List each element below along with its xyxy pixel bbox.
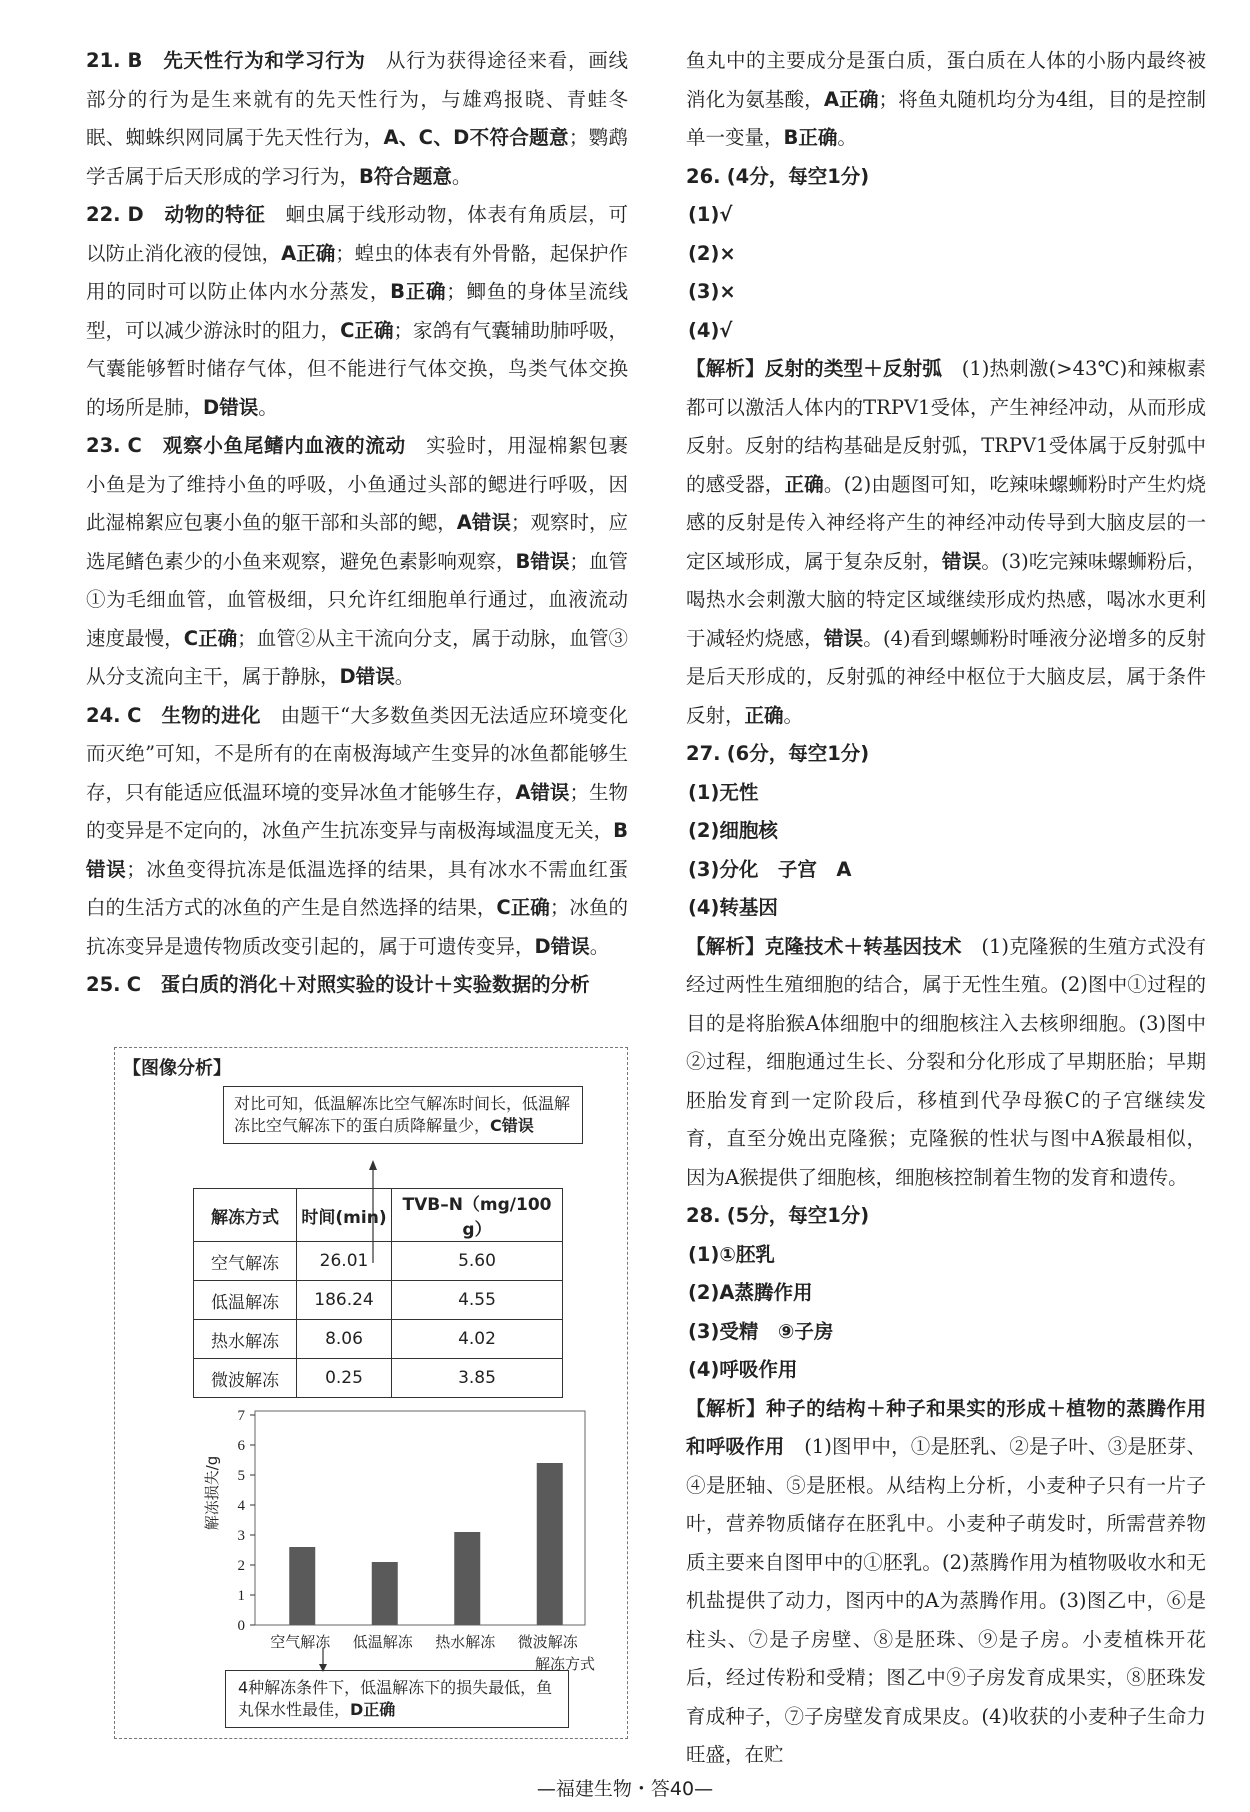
bar xyxy=(454,1532,480,1625)
y-tick-label: 6 xyxy=(237,1438,245,1454)
q28-answer-1: (1)①胚乳 xyxy=(688,1242,775,1266)
q26-answer-4: (4)√ xyxy=(688,318,733,342)
q22: 22. D 动物的特征 蛔虫属于线形动物，体表有角质层，可以防止消化液的侵蚀，A正确；蝗虫的体表有外骨骼，起保护作用的同时可以防止体内水分蒸发，B正确；鲫鱼的身体呈流线型，可以减少游泳时的阻力，C正确；家鸽有气囊辅助肺呼吸，气囊能够暂时储存气体，但不能进行气体交换，鸟类气体交换的场所是肺，D错误。 xyxy=(86,203,628,419)
q28-answer-2: (2)A蒸腾作用 xyxy=(688,1281,813,1304)
bar xyxy=(537,1463,563,1625)
q23: 23. C 观察小鱼尾鳍内血液的流动 实验时，用湿棉絮包裹小鱼是为了维持小鱼的呼吸，小鱼通过头部的鳃进行呼吸，因此湿棉絮应包裹小鱼的躯干部和头部的鳃，A错误；观察时，应选尾鳍色素少的小鱼来观察，避免色素影响观察，B错误；血管①为毛细血管，血管极细，只允许红细胞单行通过，血液流动速度最慢，C正确；血管②从主干流向分支，属于动脉，血管③从分支流向主干，属于静脉，D错误。 xyxy=(86,434,628,688)
x-axis-label: 解冻方式 xyxy=(534,1655,596,1673)
y-tick-label: 7 xyxy=(237,1408,245,1424)
x-tick-label: 空气解冻 xyxy=(270,1633,331,1651)
q27-answer-3: (3)分化 子宫 A xyxy=(688,857,852,881)
q28-answer-4: (4)呼吸作用 xyxy=(688,1358,798,1381)
table-row: 空气解冻 26.01 5.60 xyxy=(194,1242,563,1281)
q24: 24. C 生物的进化 由题干“大多数鱼类因无法适应环境变化而灭绝”可知，不是所有的在南极海域产生变异的冰鱼都能够生存，只有能适应低温环境的变异冰鱼才能够生存，A错误；生物的变异是不定向的，冰鱼产生抗冻变异与南极海域温度无关，B错误；冰鱼变得抗冻是低温选择的结果，具有冰水不需血红蛋白的生活方式的冰鱼的产生是自然选择的结果，C正确；冰鱼的抗冻变异是遗传物质改变引起的，属于可遗传变异，D错误。 xyxy=(86,703,628,958)
y-axis-label: 解冻损失/g xyxy=(203,1455,221,1531)
x-tick-label: 微波解冻 xyxy=(517,1633,578,1651)
q21: 21. B 先天性行为和学习行为 从行为获得途径来看，画线部分的行为是生来就有的先天性行为，与雄鸡报晓、青蛙冬眠、蜘蛛织网同属于先天性行为，A、C、D不符合题意；鹦鹉学舌属于后天形成的学习行为，B符合题意。 xyxy=(86,49,628,188)
q27-analysis: 【解析】克隆技术＋转基因技术 (1)克隆猴的生殖方式没有经过两性生殖细胞的结合，属于无性生殖。(2)图中①过程的目的是将胎猴A体细胞中的细胞核注入去核卵细胞。(3)图中②过程，细胞通过生长、分裂和分化形成了早期胚胎；早期胚胎发育到一定阶段后，移植到代孕母猴C的子宫继续发育，直至分娩出克隆猴；克隆猴的性状与图中A猴最相似，因为A猴提供了细胞核，细胞核控制着生物的发育和遗传。 xyxy=(686,934,1206,1189)
q27-head: 27. (6分，每空1分) xyxy=(686,742,870,765)
page-footer: —福建生物・答40— xyxy=(536,1778,714,1800)
table-row: 低温解冻 186.24 4.55 xyxy=(194,1281,563,1320)
y-tick-label: 0 xyxy=(237,1618,245,1634)
q25: 25. C 蛋白质的消化＋对照实验的设计＋实验数据的分析 xyxy=(86,973,590,996)
y-tick-label: 5 xyxy=(237,1468,245,1484)
bar xyxy=(289,1547,315,1625)
q27-answer-1: (1)无性 xyxy=(688,780,759,804)
x-tick-label: 热水解冻 xyxy=(435,1633,496,1651)
y-tick-label: 3 xyxy=(237,1528,245,1544)
q25-continued: 鱼丸中的主要成分是蛋白质，蛋白质在人体的小肠内最终被消化为氨基酸，A正确；将鱼丸随机均分为4组，目的是控制单一变量，B正确。 xyxy=(686,49,1206,149)
y-tick-label: 1 xyxy=(237,1588,245,1604)
q28-analysis: 【解析】种子的结构＋种子和果实的形成＋植物的蒸腾作用和呼吸作用 (1)图甲中，①是胚乳、②是子叶、③是胚芽、④是胚轴、⑤是胚根。从结构上分析，小麦种子只有一片子叶，营养物质储存在胚乳中。小麦种子萌发时，所需营养物质主要来自图甲中的①胚乳。(2)蒸腾作用为植物吸收水和无机盐提供了动力，图丙中的A为蒸腾作用。(3)图乙中，⑥是柱头、⑦是子房壁、⑧是胚珠、⑨是子房。小麦植株开花后，经过传粉和受精；图乙中⑨子房发育成果实，⑧胚珠发育成种子，⑦子房壁发育成果皮。(4)收获的小麦种子生命力旺盛，在贮 xyxy=(686,1396,1206,1766)
table-header-row: 解冻方式 时间(min) TVB–N（mg/100 g） xyxy=(194,1189,563,1242)
table-row: 微波解冻 0.25 3.85 xyxy=(194,1359,563,1398)
thaw-data-table xyxy=(193,1188,563,1398)
bar xyxy=(372,1562,398,1625)
q26-analysis: 【解析】反射的类型＋反射弧 (1)热刺激(>43℃)和辣椒素都可以激活人体内的TRPV1受体，产生神经冲动，从而形成反射。反射的结构基础是反射弧，TRPV1受体属于反射弧中的感受器，正确。(2)由题图可知，吃辣味螺蛳粉时产生灼烧感的反射是传入神经将产生的神经冲动传导到大脑皮层的一定区域形成，属于复杂反射，错误。(3)吃完辣味螺蛳粉后，喝热水会刺激大脑的特定区域继续形成灼热感，喝冰水更利于减轻灼烧感，错误。(4)看到螺蛳粉时唾液分泌增多的反射是后天形成的，反射弧的神经中枢位于大脑皮层，属于条件反射，正确。 xyxy=(686,357,1206,727)
q26-answer-3: (3)× xyxy=(688,280,736,303)
q27-answer-4: (4)转基因 xyxy=(688,896,778,919)
q28-head: 28. (5分，每空1分) xyxy=(686,1204,870,1227)
thaw-loss-bar-chart xyxy=(195,1393,615,1673)
q27-answer-2: (2)细胞核 xyxy=(688,819,778,842)
image-analysis-box xyxy=(114,1047,628,1739)
q28-answer-3: (3)受精 ⑨子房 xyxy=(688,1319,834,1343)
callout-bottom: 4种解冻条件下，低温解冻下的损失最低，鱼丸保水性最佳，D正确 xyxy=(225,1670,569,1728)
right-column xyxy=(686,42,1206,1775)
y-tick-label: 2 xyxy=(237,1558,245,1574)
q26-answer-2: (2)× xyxy=(688,241,736,265)
figure-title: 【图像分析】 xyxy=(123,1058,231,1079)
y-tick-label: 4 xyxy=(237,1498,245,1514)
table-row: 热水解冻 8.06 4.02 xyxy=(194,1320,563,1359)
left-column xyxy=(86,42,628,1005)
q26-answer-1: (1)√ xyxy=(688,203,733,226)
x-tick-label: 低温解冻 xyxy=(352,1633,413,1651)
q26-head: 26. (4分，每空1分) xyxy=(686,164,870,188)
callout-top: 对比可知，低温解冻比空气解冻时间长，低温解冻比空气解冻下的蛋白质降解量少，C错误 xyxy=(223,1086,583,1144)
